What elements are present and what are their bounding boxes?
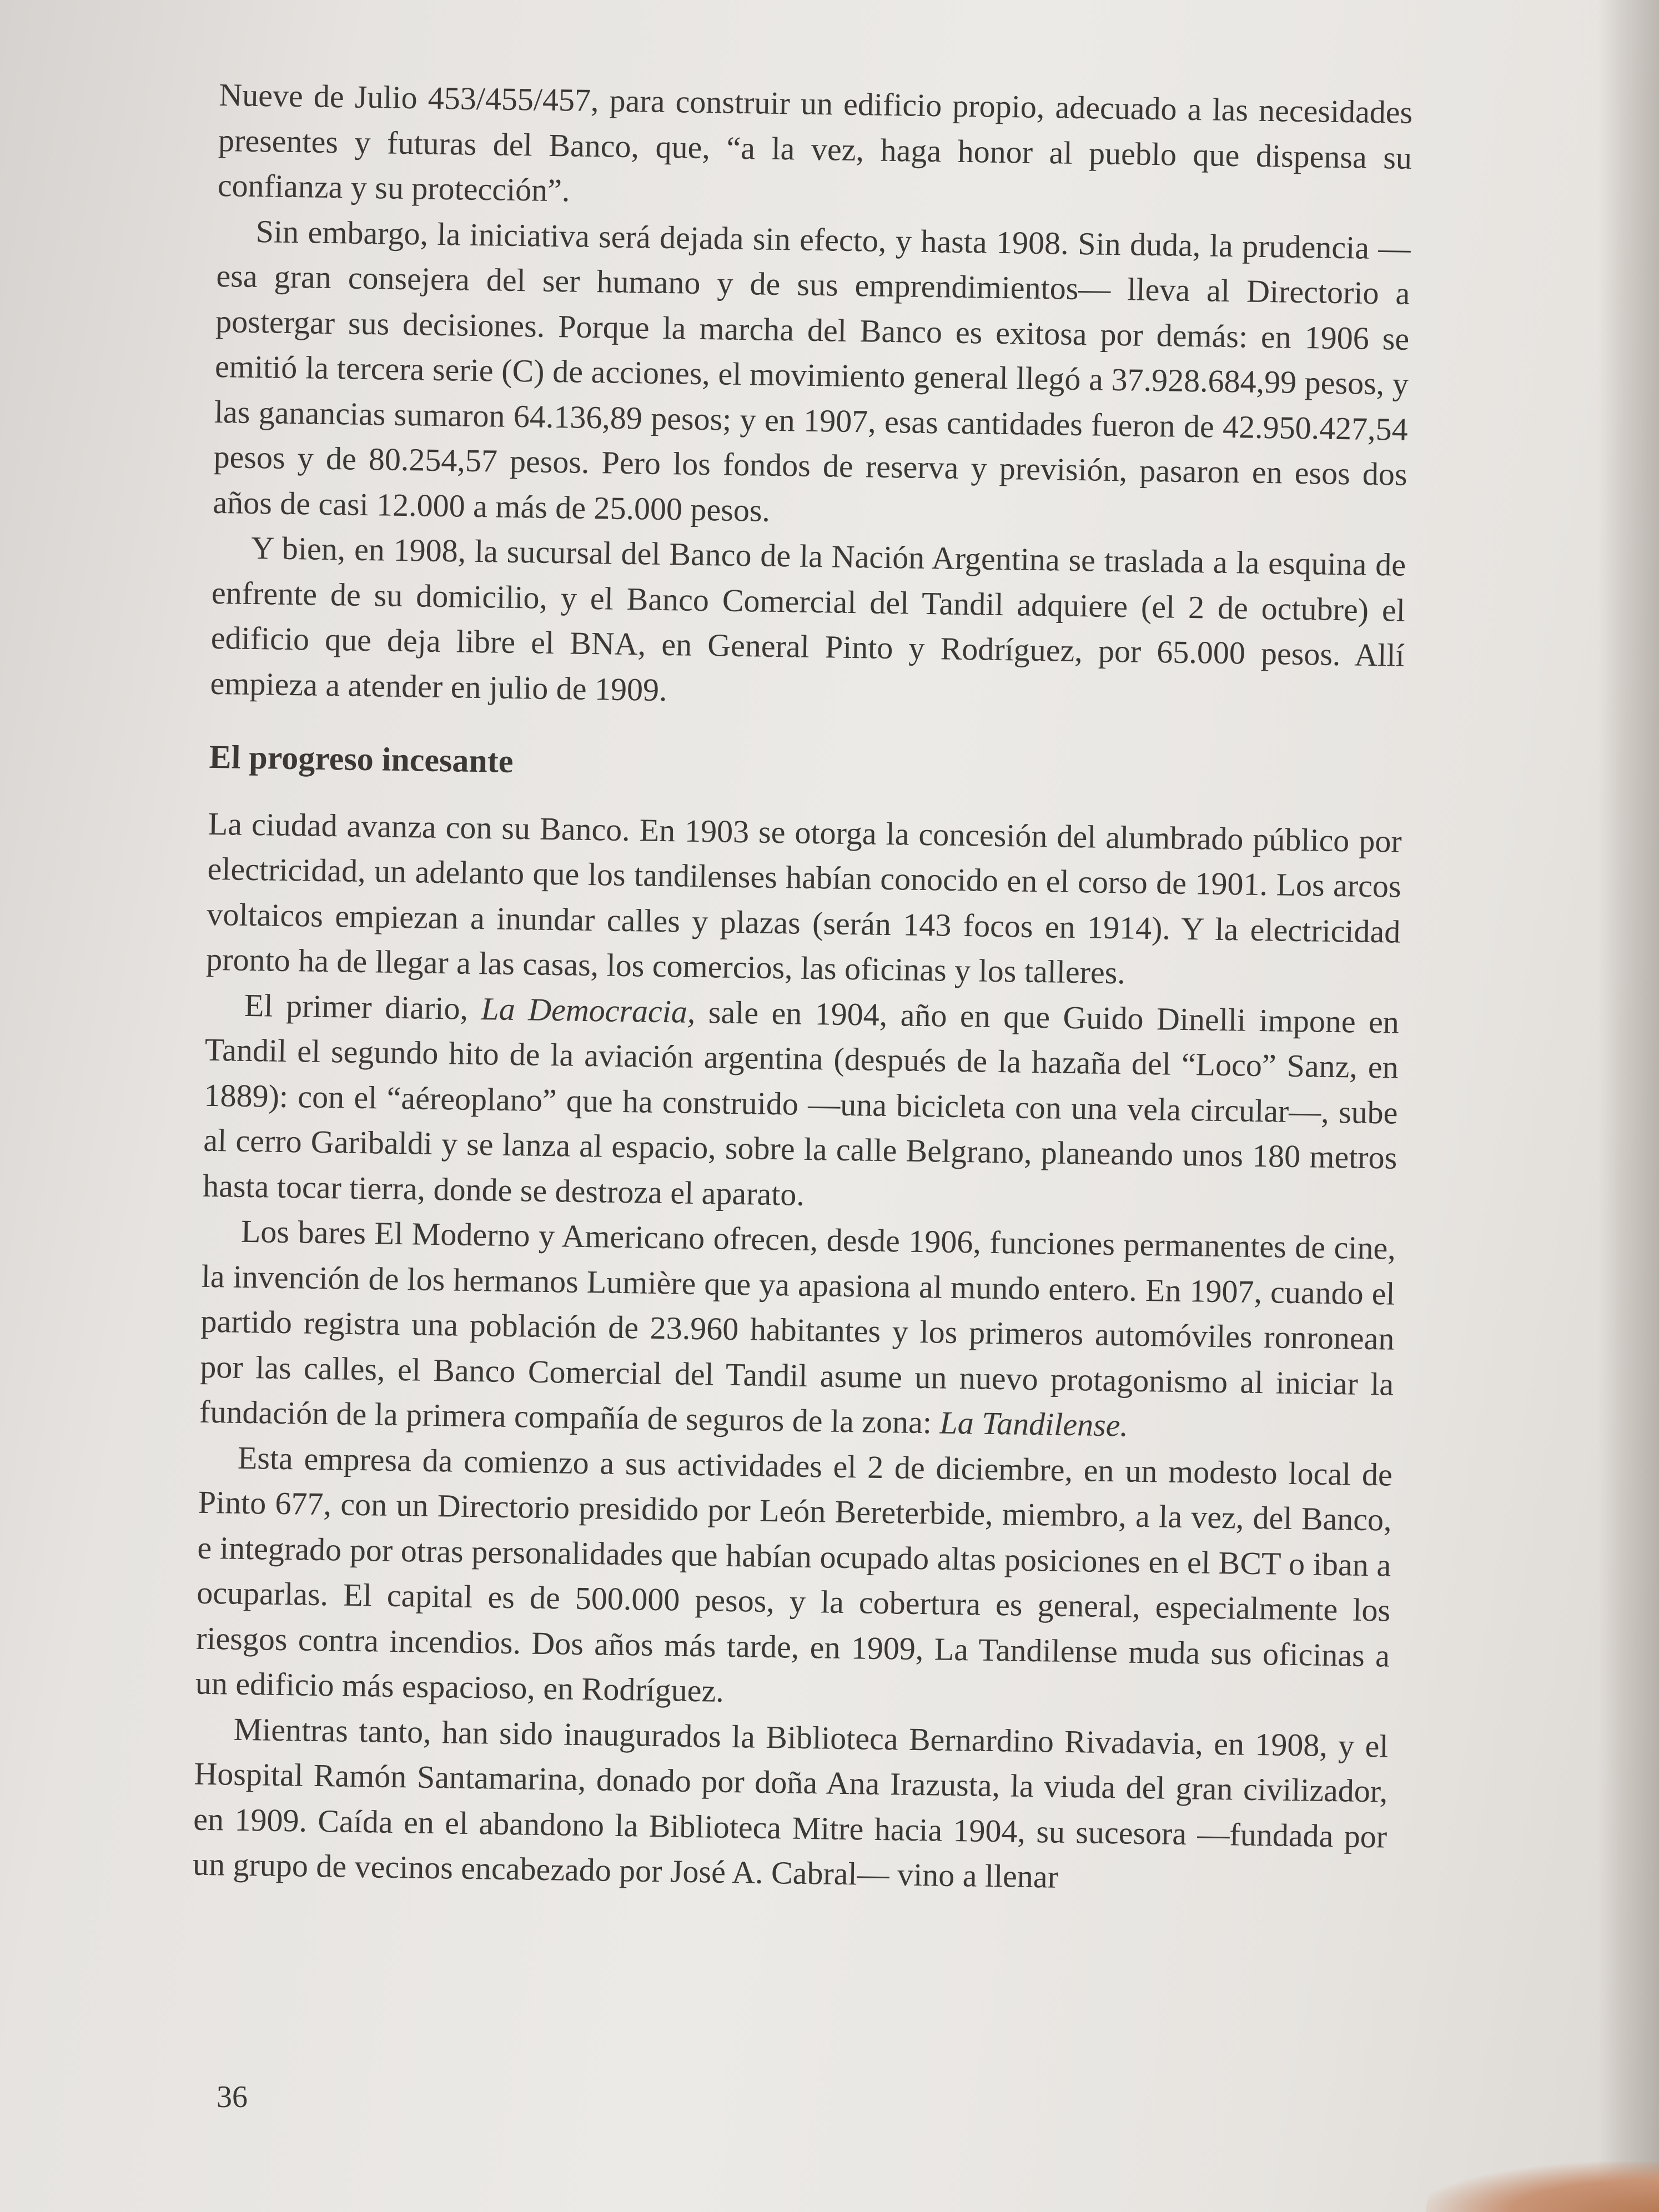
paragraph bbox=[203, 982, 1400, 1225]
paragraph bbox=[199, 1208, 1396, 1452]
paragraph: Esta empresa da comienzo a sus actividades el 2 de diciembre, en un modesto local de Pinto 677, con un Directorio presidido por León Bereterbide, miembro, a la vez, del Banco, e integrado por otras personalidades que habían ocupado altas posiciones en el BCT o iban a ocuparlas. El capital es de 500.000 pesos, y la cobertura es general, especialmente los riesgos contra incendios. Dos años más tarde, en 1909, La Tandilense muda sus oficinas a un edificio más espacioso, en Rodríguez. bbox=[195, 1439, 1393, 1709]
paragraph: La ciudad avanza con su Banco. En 1903 se otorga la concesión del alumbrado público por electricidad, un adelanto que los tandilenses habían conocido en el corso de 1901. Los arcos voltaicos empiezan a inundar calles y plazas (serán 143 focos en 1914). Y la electricidad pronto ha de llegar a las casas, los comercios, las oficinas y los talleres. bbox=[205, 805, 1402, 991]
thumb-fingertip bbox=[1426, 2162, 1659, 2212]
newspaper-title: La Democracia, bbox=[481, 990, 696, 1030]
body-text bbox=[193, 72, 1413, 1904]
paragraph: Mientras tanto, han sido inaugurados la Biblioteca Bernardino Rivadavia, en 1908, y el Hospital Ramón Santamarina, donado por doña Ana Irazusta, la viuda del gran civilizador, en 1909. Caída en el abandono la Biblioteca Mitre hacia 1904, su sucesora —fundada por un grupo de vecinos encabezado por José A. Cabral— vino a llenar bbox=[192, 1711, 1389, 1895]
company-name: La Tandilense. bbox=[939, 1404, 1129, 1444]
paragraph-text: El primer diario, bbox=[244, 987, 481, 1027]
paragraph-text: Los bares El Moderno y Americano ofrecen, desde 1906, funciones permanentes de cine, la invención de los hermanos Lumière que ya apasiona al mundo entero. En 1907, cuando el partido registra una población de 23.960 habitantes y los primeros automóviles ronronean por las calles, el Banco Comercial del Tandil asume un nuevo protagonismo al iniciar la fundación de la primera compañía de seguros de la zona: bbox=[199, 1213, 1396, 1441]
paragraph: Nueve de Julio 453/455/457, para construir un edificio propio, adecuado a las necesidades presentes y futuras del Banco, que, “a la vez, haga honor al pueblo que dispensa su confianza y su protección”. bbox=[217, 76, 1413, 209]
paragraph: Y bien, en 1908, la sucursal del Banco de la Nación Argentina se traslada a la esquina de enfrente de su domicilio, y el Banco Comercial del Tandil adquiere (el 2 de octubre) el edificio que deja libre el BNA, en General Pinto y Rodríguez, por 65.000 pesos. Allí empieza a atender en julio de 1909. bbox=[210, 529, 1406, 708]
paragraph-text: sale en 1904, año en que Guido Dinelli impone en Tandil el segundo hito de la aviación argentina (después de la hazaña del “Loco” Sanz, en 1889): con el “aéreoplano” que ha construido —una bicicleta con una vela circular—, sube al cerro Garibaldi y se lanza al espacio, sobre la calle Belgrano, planeando unos 180 metros hasta tocar tierra, donde se destroza el aparato. bbox=[202, 993, 1400, 1213]
page-edge-shadow bbox=[1598, 0, 1659, 2212]
paragraph: Sin embargo, la iniciativa será dejada sin efecto, y hasta 1908. Sin duda, la prudencia —esa gran consejera del ser humano y de sus emprendimientos— lleva al Directorio a postergar sus decisiones. Porque la marcha del Banco es exitosa por demás: en 1906 se emitió la tercera serie (C) de acciones, el movimiento general llegó a 37.928.684,99 pesos, y las ganancias sumaron 64.136,89 pesos; y en 1907, esas cantidades fueron de 42.950.427,54 pesos y de 80.254,57 pesos. Pero los fondos de reserva y previsión, pasaron en esos dos años de casi 12.000 a más de 25.000 pesos. bbox=[213, 213, 1411, 529]
section-heading: El progreso incesante bbox=[209, 738, 514, 780]
page-number: 36 bbox=[217, 2080, 248, 2114]
